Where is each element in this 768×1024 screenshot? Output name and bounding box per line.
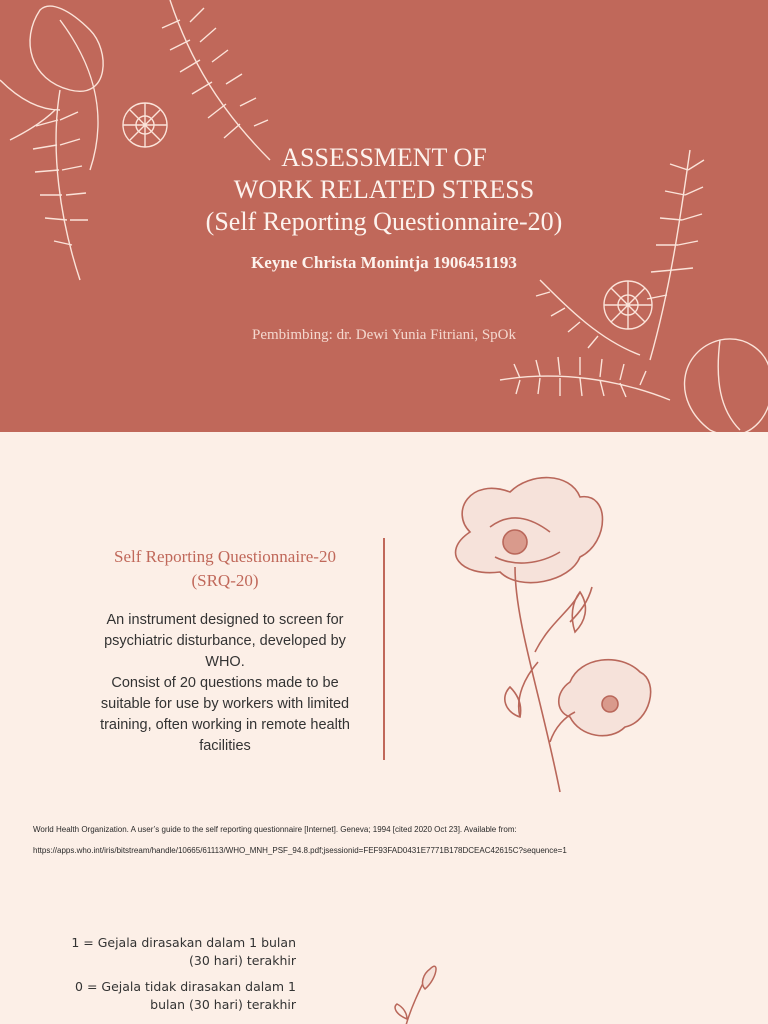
citation-line-1: World Health Organization. A user’s guide to the self reporting questionnaire [Internet]. Geneva; 1994 [cited 2020 Oct 23]. Available from:: [33, 825, 517, 834]
legend-score-0: [56, 978, 296, 1014]
srq-description-line-3: WHO.: [205, 654, 245, 670]
srq-description-line-2: psychiatric disturbance, developed by: [104, 633, 346, 649]
title-slide: [0, 0, 768, 432]
srq-description-line-6: training, often working in remote health: [100, 717, 350, 733]
presentation-title: [0, 142, 768, 238]
scoring-legend-slide: [0, 864, 768, 1024]
legend-score-1: [56, 934, 296, 970]
srq-description-line-5: suitable for use by workers with limited: [100, 696, 350, 712]
citation-url[interactable]: https://apps.who.int/iris/bitstream/handle/10665/61113/WHO_MNH_PSF_94.8.pdf;jsessionid=FEF93FAD0431E7771B178DCEAC42615C?sequence=1: [33, 846, 567, 855]
author-name: Keyne Christa Monintja 1906451193: [251, 253, 517, 272]
who-citation: [33, 824, 753, 864]
srq-heading-line-2: (SRQ-20): [191, 571, 259, 590]
srq-description: [40, 610, 410, 757]
poppy-flower-illustration: [430, 472, 670, 812]
title-line-2: WORK RELATED STRESS: [233, 175, 535, 204]
vertical-divider: [383, 538, 385, 760]
srq-heading-line-1: Self Reporting Questionnaire-20: [114, 547, 336, 566]
legend-score-1-line-1: 1 = Gejala dirasakan dalam 1 bulan: [71, 935, 296, 950]
legend-score-1-line-2: (30 hari) terakhir: [189, 953, 296, 968]
srq-description-slide: [0, 432, 768, 864]
legend-score-0-line-2: bulan (30 hari) terakhir: [150, 997, 296, 1012]
leaf-sprig-illustration: [385, 959, 465, 1024]
srq-description-line-4: Consist of 20 questions made to be: [111, 675, 339, 691]
srq-description-line-7: facilities: [199, 738, 251, 754]
advisor-name: Pembimbing: dr. Dewi Yunia Fitriani, SpOk: [251, 327, 517, 343]
title-line-1: ASSESSMENT OF: [281, 143, 487, 172]
legend-score-0-line-1: 0 = Gejala tidak dirasakan dalam 1: [75, 979, 296, 994]
srq-description-line-1: An instrument designed to screen for: [106, 612, 344, 628]
srq-heading: [40, 545, 410, 593]
scoring-legend: [56, 934, 296, 1022]
title-line-3: (Self Reporting Questionnaire-20): [205, 207, 563, 236]
